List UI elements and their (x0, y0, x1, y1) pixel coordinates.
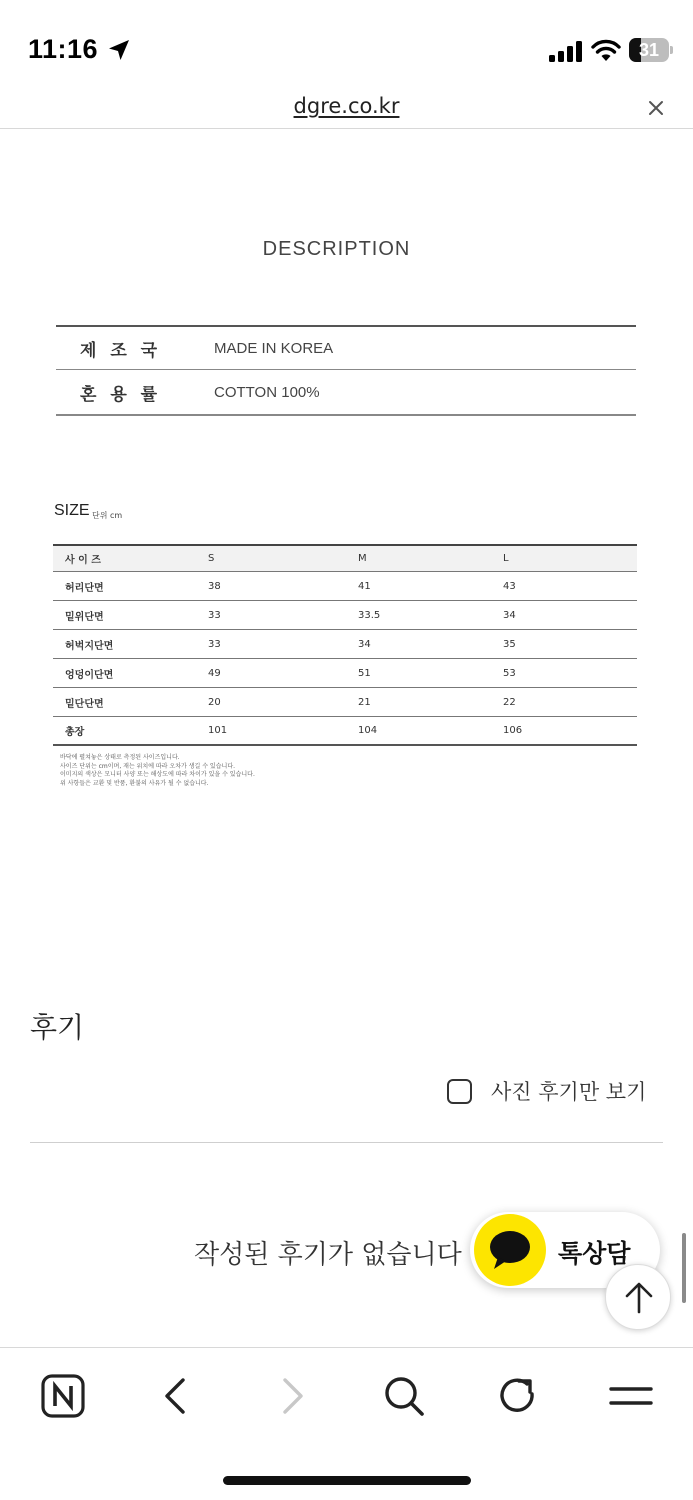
size-unit: 단위 cm (92, 511, 123, 520)
table-row (53, 630, 637, 659)
table-cell: 35 (503, 638, 516, 650)
table-cell: 엉덩이단면 (65, 669, 114, 681)
header-cell: L (503, 553, 509, 564)
empty-review-message: 작성된 후기가 없습니다 (194, 1240, 462, 1270)
table-cell: 51 (358, 667, 371, 679)
forward-button[interactable] (268, 1372, 316, 1420)
table-cell: 38 (208, 580, 221, 592)
table-cell: 허벅지단면 (65, 640, 114, 652)
battery-indicator (629, 38, 673, 62)
kakao-chat-label[interactable]: 톡상담 (558, 1239, 631, 1268)
table-row (53, 572, 637, 601)
review-title: 후기 (30, 1011, 85, 1044)
table-cell: 21 (358, 696, 371, 708)
info-value: COTTON 100% (214, 383, 320, 401)
status-time: 11:16 (28, 34, 99, 64)
note-line: 위 사항들은 교환 및 반품, 환불의 사유가 될 수 없습니다. (60, 779, 209, 787)
naver-home-icon (39, 1372, 87, 1420)
info-value: MADE IN KOREA (214, 339, 334, 357)
scrollbar[interactable] (682, 1233, 686, 1303)
back-button[interactable] (152, 1372, 200, 1420)
header-cell: M (358, 553, 367, 564)
table-cell: 49 (208, 667, 221, 679)
table-cell: 106 (503, 725, 523, 736)
menu-button[interactable] (607, 1372, 655, 1420)
table-cell: 33.5 (358, 609, 381, 621)
url-text[interactable]: dgre.co.kr (293, 94, 400, 118)
header-cell: 사 이 즈 (65, 555, 101, 566)
size-title: SIZE (54, 502, 90, 519)
note-line: 바닥에 펼쳐놓은 상태로 측정된 사이즈입니다. (60, 754, 180, 761)
size-notes (60, 754, 255, 788)
table-cell: 22 (503, 696, 516, 708)
forward-icon (268, 1372, 316, 1420)
battery-label: 31 (638, 40, 660, 60)
table-cell: 총장 (65, 727, 85, 738)
table-cell: 33 (208, 609, 221, 621)
table-cell: 33 (208, 638, 221, 650)
table-cell: 34 (503, 609, 516, 621)
wifi-icon (590, 38, 622, 62)
size-table (53, 544, 637, 746)
table-row (53, 688, 637, 717)
table-cell: 34 (358, 638, 371, 650)
table-row (53, 717, 637, 746)
browser-toolbar (0, 1347, 693, 1500)
scroll-to-top-button[interactable] (605, 1264, 671, 1330)
table-cell: 허리단면 (65, 582, 104, 594)
arrow-up-icon (624, 1281, 654, 1315)
table-cell: 101 (208, 725, 228, 736)
refresh-icon (494, 1372, 542, 1420)
table-cell: 41 (358, 580, 371, 592)
table-row (53, 601, 637, 630)
speech-bubble-icon (488, 1229, 532, 1271)
table-cell: 104 (358, 725, 378, 736)
table-cell: 밑위단면 (65, 611, 104, 623)
divider (30, 1142, 663, 1143)
table-row (53, 659, 637, 688)
photo-only-label[interactable]: 사진 후기만 보기 (491, 1080, 647, 1104)
info-label: 혼 용 률 (80, 384, 162, 405)
note-line: 사이즈 단위는 cm이며, 재는 위치에 따라 오차가 생길 수 있습니다. (60, 762, 236, 770)
cellular-signal-icon (549, 40, 583, 62)
status-bar (0, 0, 693, 90)
back-icon (152, 1372, 200, 1420)
header-cell: S (208, 553, 215, 564)
description-title: DESCRIPTION (262, 238, 411, 260)
home-indicator[interactable] (223, 1476, 471, 1485)
table-cell: 20 (208, 696, 221, 708)
search-icon (380, 1372, 428, 1420)
refresh-button[interactable] (494, 1372, 542, 1420)
info-label: 제 조 국 (80, 340, 162, 361)
note-line: 이미지의 색상은 모니터 사양 또는 해상도에 따라 차이가 있을 수 있습니다. (60, 771, 255, 778)
size-table-header (53, 546, 637, 572)
kakao-logo (474, 1214, 546, 1286)
photo-only-checkbox[interactable] (447, 1079, 472, 1104)
location-arrow-icon (107, 38, 131, 62)
table-cell: 밑단단면 (65, 698, 104, 710)
naver-home-button[interactable] (39, 1372, 87, 1420)
photo-review-filter[interactable] (447, 1076, 646, 1106)
menu-icon (607, 1372, 655, 1420)
table-cell: 53 (503, 667, 516, 679)
search-button[interactable] (380, 1372, 428, 1420)
close-icon[interactable] (646, 98, 666, 118)
table-cell: 43 (503, 580, 516, 592)
product-info-table (56, 325, 636, 416)
address-bar (0, 90, 693, 129)
info-row-origin (56, 327, 636, 370)
info-row-material (56, 370, 636, 416)
